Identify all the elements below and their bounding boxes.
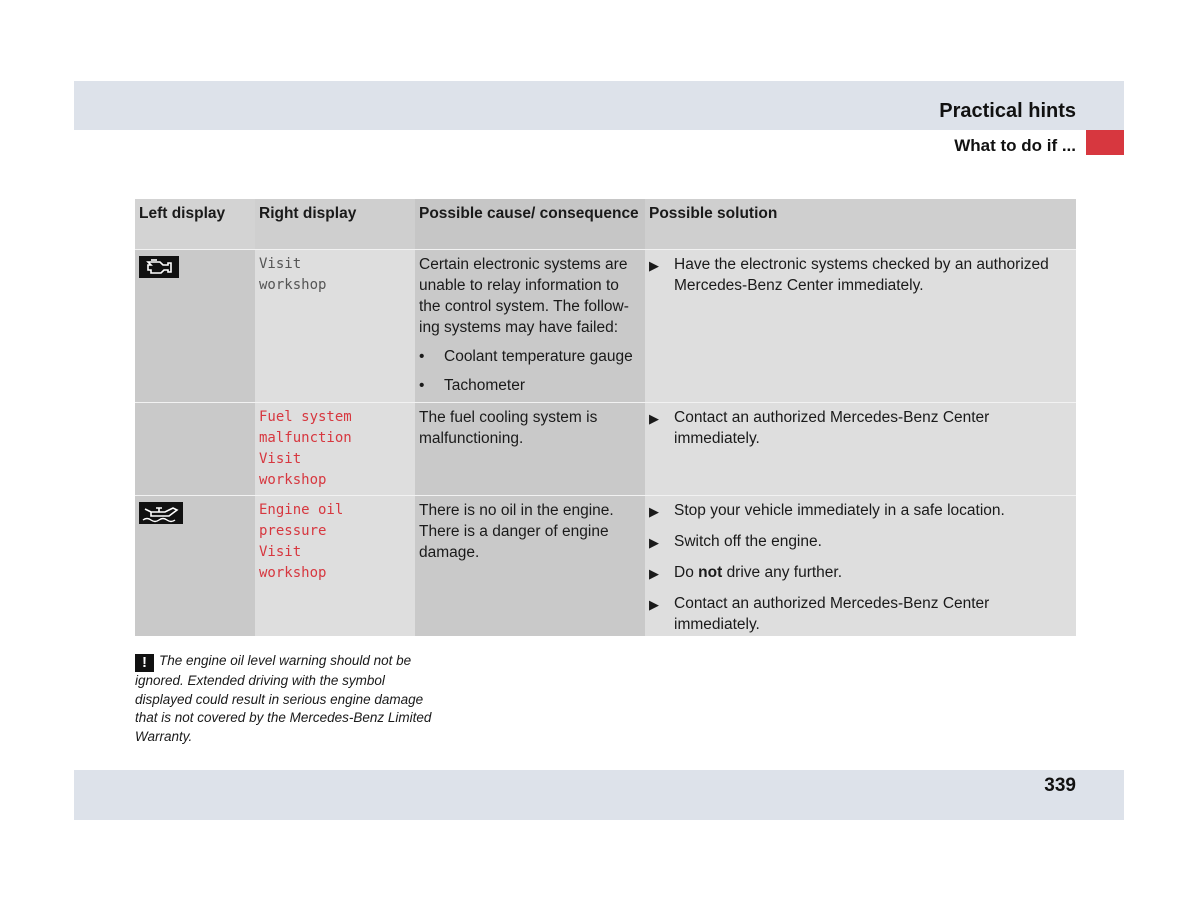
solution-step: ▶ Stop your vehicle immediately in a safe location. (649, 500, 1072, 522)
col-header-solution: Possible solution (645, 199, 1076, 249)
right-display-text: Fuel system malfunction Visit workshop (259, 409, 352, 488)
arrow-icon: ▶ (649, 535, 659, 550)
solution-step: ▶ Contact an authorized Mercedes-Benz Center immediately. (649, 595, 990, 633)
table-row (135, 495, 1076, 636)
right-display-text: Visit workshop (259, 256, 327, 293)
page-number: 339 (1044, 775, 1076, 796)
table-row (135, 249, 1076, 402)
footer-band (74, 770, 1124, 820)
cause-text: Certain electronic systems are unable to relay information to the control system. The follow-ing systems may have failed: (419, 256, 629, 336)
section-tab-marker (1086, 130, 1124, 155)
list-item: • Tachometer (419, 377, 525, 394)
arrow-icon: ▶ (649, 411, 659, 426)
section-title: Practical hints (939, 100, 1076, 122)
solution-step: ▶ Have the electronic systems checked by an authorized Mercedes-Benz Center immediately. (649, 256, 1049, 294)
solution-step: ▶ Do not drive any further. (649, 562, 1072, 584)
exclamation-icon: ! (135, 654, 154, 672)
col-header-right-display: Right display (255, 199, 415, 249)
engine-check-icon (139, 256, 179, 278)
list-item: • Coolant temperature gauge (419, 348, 633, 365)
table-header-row (135, 199, 1076, 249)
right-display-text: Engine oil pressure Visit workshop (259, 502, 344, 581)
section-subtitle: What to do if ... (954, 136, 1076, 155)
cause-text: The fuel cooling system is malfunctioning. (419, 409, 598, 447)
solution-step: ▶ Switch off the engine. (649, 531, 1072, 553)
solution-step: ▶ Contact an authorized Mercedes-Benz Center immediately. (649, 409, 990, 447)
arrow-icon: ▶ (649, 258, 659, 273)
oil-pressure-icon (139, 502, 183, 524)
arrow-icon: ▶ (649, 566, 659, 581)
cause-text: There is no oil in the engine. There is a danger of engine damage. (419, 502, 614, 561)
col-header-left-display: Left display (135, 199, 255, 249)
note-text: The engine oil level warning should not be ignored. Extended driving with the symbol displayed could result in serious engine damage that is not covered by the Mercedes-Benz Limited Warranty. (135, 653, 432, 744)
col-header-cause: Possible cause/ consequence (415, 199, 645, 249)
arrow-icon: ▶ (649, 597, 659, 612)
warning-table (135, 199, 1076, 636)
arrow-icon: ▶ (649, 504, 659, 519)
table-row (135, 402, 1076, 495)
warning-note (135, 652, 445, 746)
